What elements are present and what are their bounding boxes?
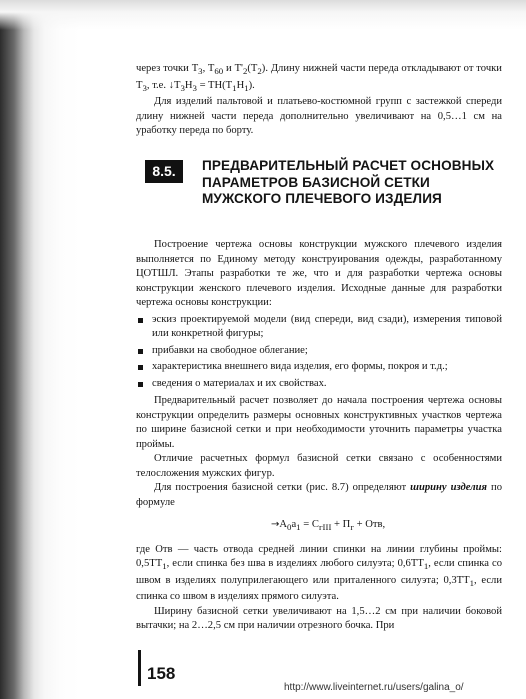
list-item [136, 344, 502, 359]
paragraph-width-tail: по формуле [136, 482, 502, 508]
paragraph-difference: Отличие расчетных формул базисной сетки связано с особенностями телосложения мужских фигур. [136, 453, 502, 479]
section-body [136, 238, 502, 634]
list-item-text: сведения о материалах и их свойствах. [152, 377, 327, 389]
list-item-text: прибавки на свободное облегание; [152, 344, 308, 356]
paragraph-continued: через точки $T_3$, $T_{60}$ и $T'_2(T_2)$. Длину нижней части переда откладывают от точки $T_3$, т.е. $↓T_3H_3 = TH(T_1H_1)$. [136, 63, 502, 93]
section-heading [145, 158, 515, 216]
paragraph-preliminary: Предварительный расчет позволяет до начала построения чертежа основы конструкции определить размеры основных конструктивных участков чертежа по ширине базисной сетки и при необходимости уточнить параметры участка проймы. [136, 395, 502, 450]
page-number-rule [138, 650, 141, 686]
section-number-badge: 8.5. [145, 160, 183, 183]
section-title-line: ПАРАМЕТРОВ БАЗИСНОЙ СЕТКИ [202, 174, 430, 190]
scan-shadow-top [0, 0, 526, 30]
paragraph-width-text: Для построения базисной сетки (рис. 8.7) определяют [154, 482, 411, 493]
section-title-line: МУЖСКОГО ПЛЕЧЕВОГО ИЗДЕЛИЯ [202, 191, 442, 206]
emphasis-term: ширину изделия [410, 482, 488, 493]
section-title [202, 158, 512, 208]
list-item-text: характеристика внешнего вида изделия, его формы, покроя и т.д.; [152, 361, 448, 372]
formula-width: $\to A_0a_1 = C_{гIII} + П_г$ + Отв, [271, 519, 386, 533]
paragraph-width [136, 481, 502, 510]
bullet-square-icon [138, 382, 143, 387]
list-item [136, 313, 502, 342]
arrow-right-icon: → [271, 519, 280, 530]
section-title-line: ПРЕДВАРИТЕЛЬНЫЙ РАСЧЕТ ОСНОВНЫХ [202, 158, 495, 173]
list-item [136, 360, 502, 375]
paragraph-coat-group: Для изделий пальтовой и платьево-костюмной групп с застежкой спереди длину нижней части переда дополнительно увеличивают на 0,5…1 см на уработку переда по борту. [136, 96, 502, 137]
paragraph-definitions: где Отв — часть отвода средней линии спинки на линии глубины проймы: $0,5ТТ_1$, если спинка без шва в изделиях любого силуэта; $0,6ТТ_1$, если спинка со швом в изделиях полуприлегающего или приталенного силуэта; $0,3ТТ_1$, если спинка со швом в изделиях прямого силуэта. [136, 543, 503, 603]
watermark-url: http://www.liveinternet.ru/users/galina_o/ [284, 682, 464, 693]
bullet-square-icon [138, 365, 143, 370]
list-item [136, 377, 502, 392]
list-item-text: эскиз проектируемой модели (вид спереди, вид сзади), измерения типовой или конкретной фигуры; [152, 313, 502, 339]
page-number: 158 [147, 664, 176, 683]
bullet-square-icon [138, 318, 143, 323]
paragraph-grid-width: Ширину базисной сетки увеличивают на 1,5…2 см при наличии боковой вытачки; на 2…2,5 см при наличии отрезного бочка. При [136, 605, 502, 632]
paragraph-intro: Построение чертежа основы конструкции мужского плечевого изделия выполняется по Единому методу конструирования одежды, разработанному ЦОТШЛ. Этапы разработки те же, что и для разработки чертежа основы конструкции женского плечевого изделия. Исходные данные для разработки чертежа основы конструкции: [136, 239, 502, 308]
source-data-list [136, 313, 502, 392]
bullet-square-icon [138, 349, 143, 354]
